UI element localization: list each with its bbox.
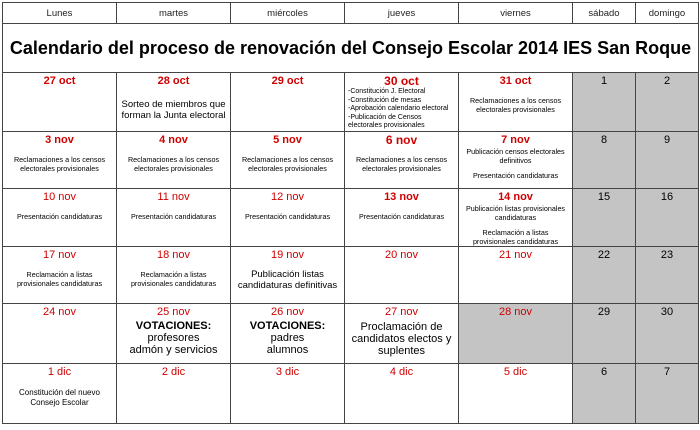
day-event: Reclamaciones a los censos electorales provisionales (469, 96, 562, 114)
day-cell (117, 363, 231, 423)
day-cell (231, 131, 345, 188)
weekday-header: domingo (636, 3, 699, 24)
day-date: 27 oct (43, 75, 76, 87)
day-date: 17 nov (42, 248, 77, 261)
day-cell (459, 246, 573, 303)
event-line: admón y servicios (129, 343, 218, 356)
day-cell (117, 73, 231, 132)
day-date: 23 (660, 248, 674, 261)
day-date: 29 (597, 305, 611, 318)
day-date: 5 dic (503, 365, 528, 378)
week-row (3, 363, 699, 423)
event-item: -Constitución de mesas (348, 96, 422, 104)
weekday-header: sábado (573, 3, 636, 24)
title-row (3, 24, 699, 73)
day-date: 7 nov (501, 133, 530, 146)
event-heading: VOTACIONES: (249, 319, 326, 332)
weekday-header: Lunes (3, 3, 117, 24)
day-date: 18 nov (156, 248, 191, 261)
day-cell (3, 73, 117, 132)
day-event: Presentación candidaturas (244, 211, 331, 221)
day-event: Sorteo de miembros que forman la Junta electoral (121, 99, 226, 121)
day-event: Presentación candidaturas (358, 211, 445, 221)
day-cell (345, 363, 459, 423)
day-cell (117, 303, 231, 363)
event-line: padres (270, 331, 305, 344)
weekend-cell (573, 73, 636, 132)
week-row (3, 303, 699, 363)
day-event: Reclamaciones a los censos electorales provisionales (355, 154, 448, 173)
weekday-header: viernes (459, 3, 573, 24)
day-date: 20 nov (384, 248, 419, 261)
day-date: 4 dic (389, 365, 414, 378)
day-cell (459, 131, 573, 188)
day-cell (345, 246, 459, 303)
day-event-list (345, 87, 458, 131)
day-date: 28 oct (157, 75, 190, 87)
day-event: Reclamaciones a los censos electorales provisionales (127, 154, 220, 173)
day-date: 15 (597, 190, 611, 203)
day-event: Presentación candidaturas (16, 211, 103, 221)
day-date: 16 (660, 190, 674, 203)
day-date: 8 (600, 133, 608, 146)
weekday-header-row (3, 3, 699, 24)
day-date: 19 nov (270, 248, 305, 261)
day-event (231, 320, 344, 356)
day-date: 13 nov (384, 190, 419, 203)
event-item: -Constitución J. Electoral (348, 88, 426, 95)
day-event: Publicación listas candidaturas definitivas (237, 268, 338, 291)
day-cell (3, 131, 117, 188)
day-event: Publicación listas provisionales candidaturas (465, 203, 566, 222)
week-row (3, 246, 699, 303)
day-cell-shaded (459, 303, 573, 363)
weekend-cell (573, 188, 636, 246)
day-date: 4 nov (159, 133, 188, 146)
week-row (3, 73, 699, 132)
event-heading: VOTACIONES: (135, 319, 212, 332)
day-date: 26 nov (270, 305, 305, 318)
day-date: 14 nov (498, 190, 533, 203)
week-row (3, 188, 699, 246)
day-cell (3, 303, 117, 363)
day-date: 2 dic (161, 365, 186, 378)
day-cell (345, 303, 459, 363)
day-date: 31 oct (499, 75, 532, 87)
day-cell (231, 246, 345, 303)
day-date: 6 nov (385, 132, 418, 147)
day-event: Reclamaciones a los censos electorales provisionales (241, 154, 334, 173)
day-cell (117, 246, 231, 303)
day-date: 28 nov (498, 305, 533, 318)
day-date: 22 (597, 248, 611, 261)
day-event: Proclamación de candidatos electos y suplentes (351, 320, 452, 357)
day-cell (117, 188, 231, 246)
weekend-cell (636, 131, 699, 188)
day-cell (231, 73, 345, 132)
day-cell (231, 303, 345, 363)
day-date: 25 nov (156, 305, 191, 318)
day-event: Presentación candidaturas (130, 211, 217, 221)
event-item: -Aprobación calendario electoral (348, 105, 449, 112)
calendar-title: Calendario del proceso de renovación del Consejo Escolar 2014 IES San Roque (3, 24, 699, 73)
day-date: 1 (600, 75, 608, 87)
weekend-cell (636, 363, 699, 423)
weekday-header: jueves (345, 3, 459, 24)
event-line: alumnos (266, 343, 309, 356)
day-event: Publicación censos electorales definitivos (466, 146, 565, 165)
day-event: Reclamación a listas provisionales candidaturas (16, 269, 103, 288)
day-date: 24 nov (42, 305, 77, 318)
day-cell (459, 188, 573, 246)
day-cell (345, 73, 459, 132)
day-date: 6 (600, 365, 608, 378)
weekend-cell (636, 246, 699, 303)
day-date: 3 dic (275, 365, 300, 378)
day-event: Reclamación a listas provisionales candidaturas (472, 227, 559, 246)
day-date: 9 (663, 133, 671, 146)
weekend-cell (636, 73, 699, 132)
day-cell (345, 188, 459, 246)
day-date: 1 dic (47, 365, 72, 378)
day-date: 11 nov (157, 190, 190, 203)
day-cell (117, 131, 231, 188)
day-cell (459, 73, 573, 132)
day-date: 7 (663, 365, 671, 378)
day-cell (231, 363, 345, 423)
day-date: 2 (663, 75, 671, 87)
day-date: 3 nov (45, 133, 74, 146)
event-item: -Publicación de Censos electorales provisionales (348, 113, 425, 129)
day-date: 21 nov (498, 248, 533, 261)
calendar-table (2, 2, 699, 424)
weekend-cell (573, 131, 636, 188)
week-row (3, 131, 699, 188)
weekend-cell (573, 303, 636, 363)
weekend-cell (573, 246, 636, 303)
day-cell (459, 363, 573, 423)
weekday-header: miércoles (231, 3, 345, 24)
day-event: Reclamaciones a los censos electorales provisionales (13, 154, 106, 173)
day-date: 12 nov (270, 190, 305, 203)
day-event (117, 320, 230, 356)
day-event: Reclamación a listas provisionales candidaturas (130, 269, 217, 288)
day-cell (3, 188, 117, 246)
day-cell (3, 363, 117, 423)
day-date: 5 nov (273, 133, 302, 146)
day-cell (345, 131, 459, 188)
weekend-cell (636, 188, 699, 246)
day-date: 29 oct (271, 75, 304, 87)
day-date: 10 nov (42, 190, 77, 203)
day-cell (231, 188, 345, 246)
day-event: Constitución del nuevo Consejo Escolar (19, 387, 100, 407)
day-event: Presentación candidaturas (472, 170, 559, 180)
weekday-header: martes (117, 3, 231, 24)
weekend-cell (636, 303, 699, 363)
weekend-cell (573, 363, 636, 423)
event-line: profesores (147, 331, 200, 344)
day-date: 30 oct (384, 74, 419, 88)
day-date: 27 nov (384, 305, 419, 318)
day-date: 30 (660, 305, 674, 318)
day-cell (3, 246, 117, 303)
